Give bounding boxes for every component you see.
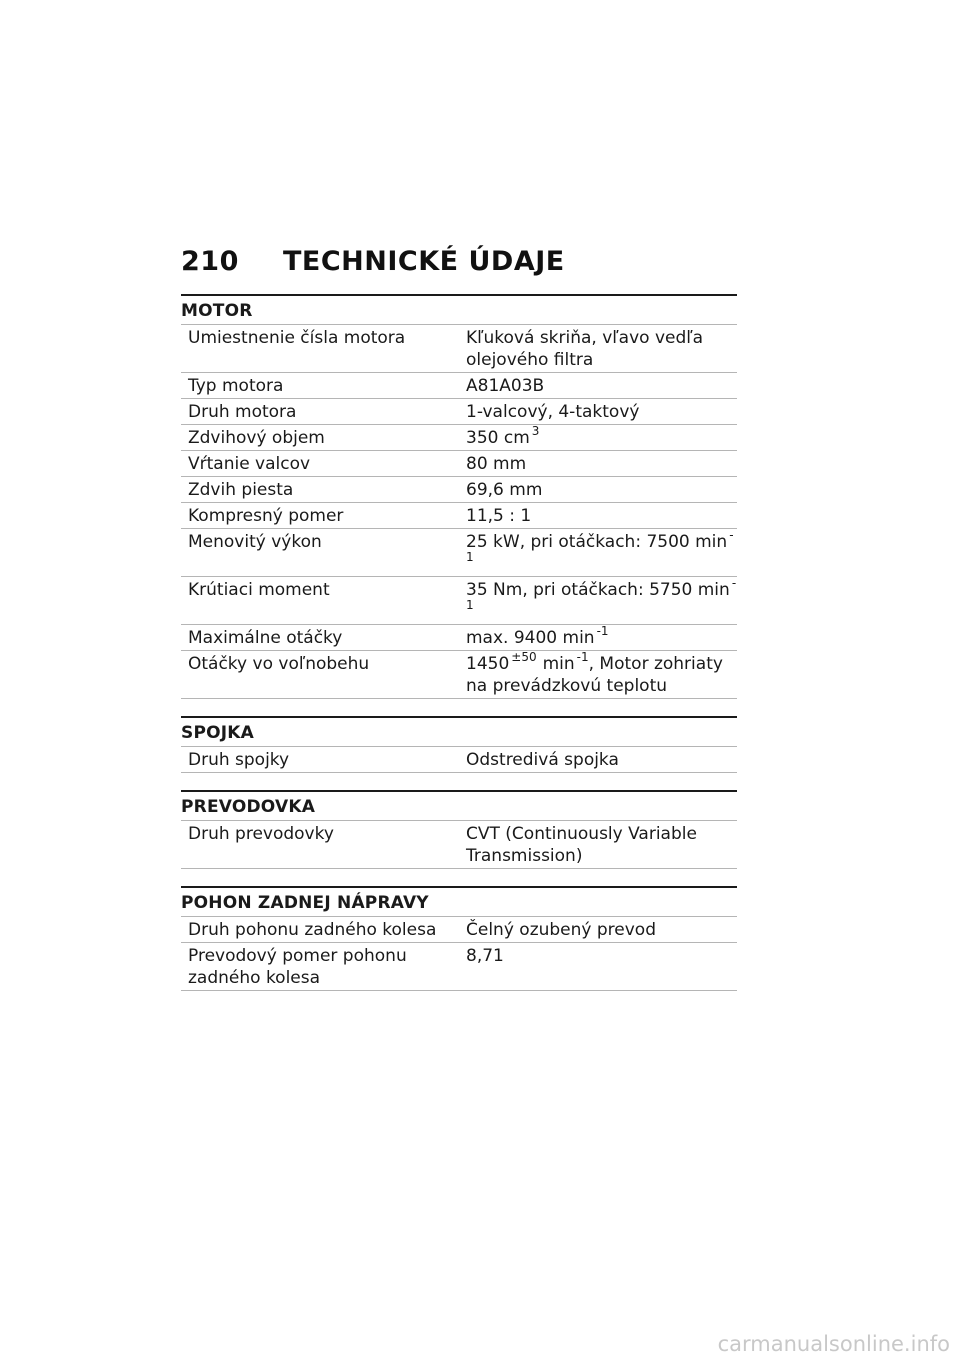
spec-value: Odstredivá spojka [466,750,619,770]
spec-value [459,625,737,651]
table-row [181,625,737,651]
spec-value-text: 35 Nm, pri otáčkach: 5750 min [466,580,730,600]
page-title: TECHNICKÉ ÚDAJE [283,246,565,277]
spec-label: Umiestnenie čísla motora [188,328,406,348]
spec-value-unit: min [542,654,575,674]
spec-value: 69,6 mm [466,480,543,500]
table-row [181,651,737,699]
spec-label: Zdvih piesta [188,480,294,500]
section-title: PREVODOVKA [181,797,316,817]
spec-value-text: max. 9400 min [466,628,595,648]
spec-value: 1-valcový, 4-taktový [466,402,640,422]
spec-table [181,820,737,869]
section-title: POHON ZADNEJ NÁPRAVY [181,893,429,913]
spec-table [181,746,737,773]
page-header [181,246,565,277]
spec-label: Zdvihový objem [188,428,325,448]
table-row [181,373,737,399]
spec-label: Druh motora [188,402,297,422]
spec-value-text: 25 kW, pri otáčkach: 7500 min [466,532,728,552]
spec-content [181,294,737,1008]
unit-exponent: -1 [596,624,609,638]
spec-value [459,651,737,699]
spec-value [459,577,737,625]
spec-value [459,529,737,577]
tolerance-superscript: ±50 [511,650,537,664]
table-row [181,529,737,577]
section-motor [181,294,737,699]
spec-label: Otáčky vo voľnobehu [188,654,370,674]
section-title: MOTOR [181,301,253,321]
page-number: 210 [181,246,239,277]
section-title: SPOJKA [181,723,255,743]
spec-label: Prevodový pomer pohonu zadného kolesa [188,946,407,988]
spec-table [181,324,737,699]
spec-value: 80 mm [466,454,527,474]
spec-value: CVT (Continuously Variable Transmission) [466,824,697,866]
spec-label: Druh spojky [188,750,290,770]
unit-exponent: -1 [466,576,737,612]
spec-value: Čelný ozubený prevod [466,920,656,940]
spec-label: Druh prevodovky [188,824,334,844]
unit-exponent: -1 [466,528,734,564]
spec-label: Krútiaci moment [188,580,330,600]
table-row [181,747,737,773]
table-row [181,477,737,503]
table-row [181,917,737,943]
table-row [181,451,737,477]
spec-value-note: , Motor zohriaty na prevádzkovú teplotu [466,654,723,696]
section-pohon-zadnej-napravy [181,886,737,991]
spec-value-text: 350 cm [466,428,530,448]
spec-value: 8,71 [466,946,504,966]
table-row [181,821,737,869]
table-row [181,943,737,991]
spec-label: Kompresný pomer [188,506,344,526]
spec-value: 11,5 : 1 [466,506,532,526]
spec-value: A81A03B [466,376,545,396]
unit-exponent: -1 [576,650,589,664]
spec-label: Typ motora [188,376,284,396]
table-row [181,399,737,425]
spec-label: Druh pohonu zadného kolesa [188,920,437,940]
spec-label: Maximálne otáčky [188,628,343,648]
spec-value-text: 1450 [466,654,510,674]
watermark: carmanualsonline.info [717,1332,950,1356]
unit-exponent: 3 [531,424,540,438]
section-prevodovka [181,790,737,869]
spec-label: Menovitý výkon [188,532,322,552]
table-row [181,425,737,451]
section-spojka [181,716,737,773]
spec-value: Kľuková skriňa, vľavo vedľa olejového filtra [466,328,704,370]
spec-table [181,916,737,991]
table-row [181,325,737,373]
table-row [181,503,737,529]
spec-value [459,425,737,451]
table-row [181,577,737,625]
spec-label: Vŕtanie valcov [188,454,311,474]
